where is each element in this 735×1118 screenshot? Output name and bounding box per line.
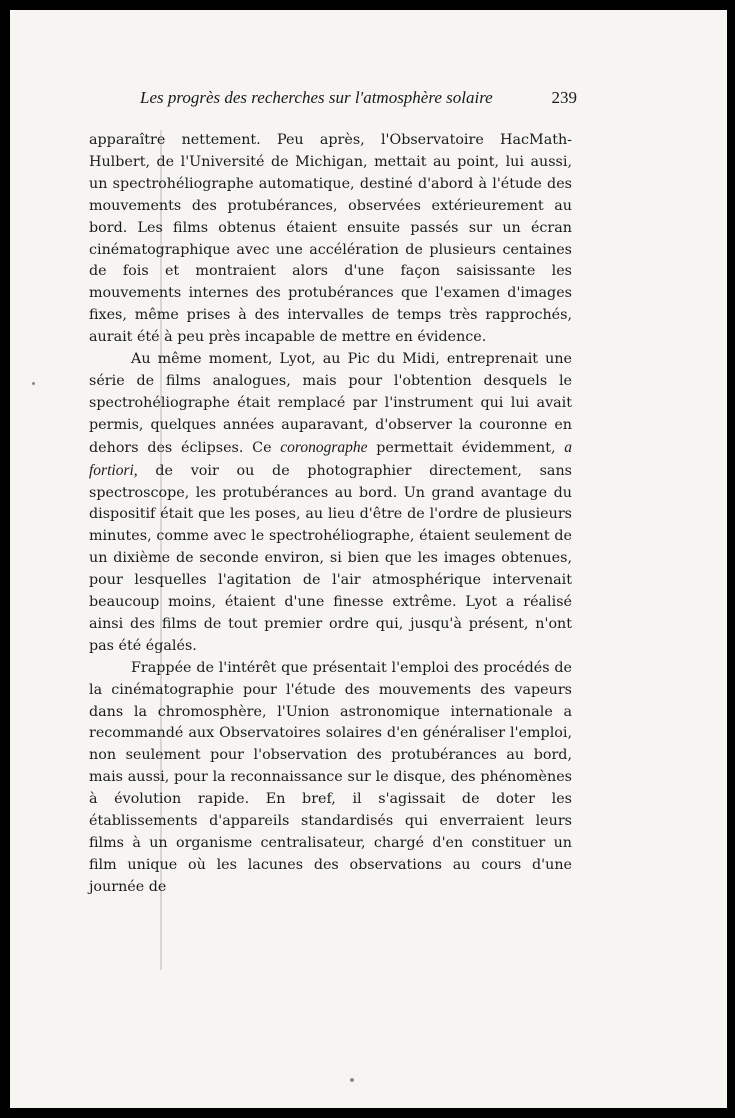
- paragraph: [89, 658, 572, 899]
- italic-term: coronographe: [280, 438, 368, 456]
- body-text: [89, 130, 572, 899]
- paragraph-text: Au même moment, Lyot, au Pic du Midi, entreprenait une série de films analogues, mais pour l'obtention desquels le spectrohéliographe était remplacé par l'instrument qui lui avait permis, quelques années auparavant, d'observer la couronne en dehors des éclipses. Ce: [89, 351, 572, 456]
- paragraph-text: apparaître nettement. Peu après, l'Observatoire HacMath-Hulbert, de l'Université de Michigan, mettait au point, lui aussi, un spectrohéliographe automatique, destiné d'abord à l'étude des mouvements des protubérances, observées extérieurement au bord. Les films obtenus étaient ensuite passés sur un écran cinématographique avec une accélération de plusieurs centaines de fois et montraient alors d'une façon saisissante les mouvements internes des protubérances que l'examen d'images fixes, même prises à des intervalles de temps très rapprochés, aurait été à peu près incapable de mettre en évidence.: [89, 132, 572, 346]
- page-number: 239: [551, 88, 577, 107]
- paragraph-text: permettait évidemment,: [367, 439, 565, 456]
- paragraph-text: de voir ou de photographier directement, sans spectroscope, les protubérances au bord. Un grand avantage du dispositif était que les poses, au lieu d'être de l'ordre de plusieurs minutes, comme avec le spectrohéliographe, étaient seulement de un dixième de seconde environ, si bien que les images obtenues, pour lesquelles l'agitation de l'air atmosphérique intervenait beaucoup moins, étaient d'une finesse extrême. Lyot a réalisé ainsi des films de tout premier ordre qui, jusqu'à présent, n'ont pas été égalés.: [89, 462, 572, 654]
- scanned-page: [10, 10, 727, 1108]
- scan-speck: [350, 1078, 354, 1082]
- italic-term: a fortiori,: [89, 438, 572, 479]
- paragraph-text: Frappée de l'intérêt que présentait l'emploi des procédés de la cinématographie pour l'étude des mouvements des vapeurs dans la chromosphère, l'Union astronomique internationale a recommandé aux Observatoires solaires d'en généraliser l'emploi, non seulement pour l'observation des protubérances au bord, mais aussi, pour la reconnaissance sur le disque, des phénomènes à évolution rapide. En bref, il s'agissait de doter les établissements d'appareils standardisés qui enverraient leurs films à un organisme centralisateur, chargé d'en constituer un film unique où les lacunes des observations au cours d'une journée de: [89, 659, 572, 895]
- paragraph: [89, 349, 572, 658]
- running-title: Les progrès des recherches sur l'atmosphère solaire: [140, 88, 493, 107]
- running-header: [140, 88, 577, 114]
- paragraph: [89, 130, 572, 349]
- scan-speck: [32, 382, 35, 385]
